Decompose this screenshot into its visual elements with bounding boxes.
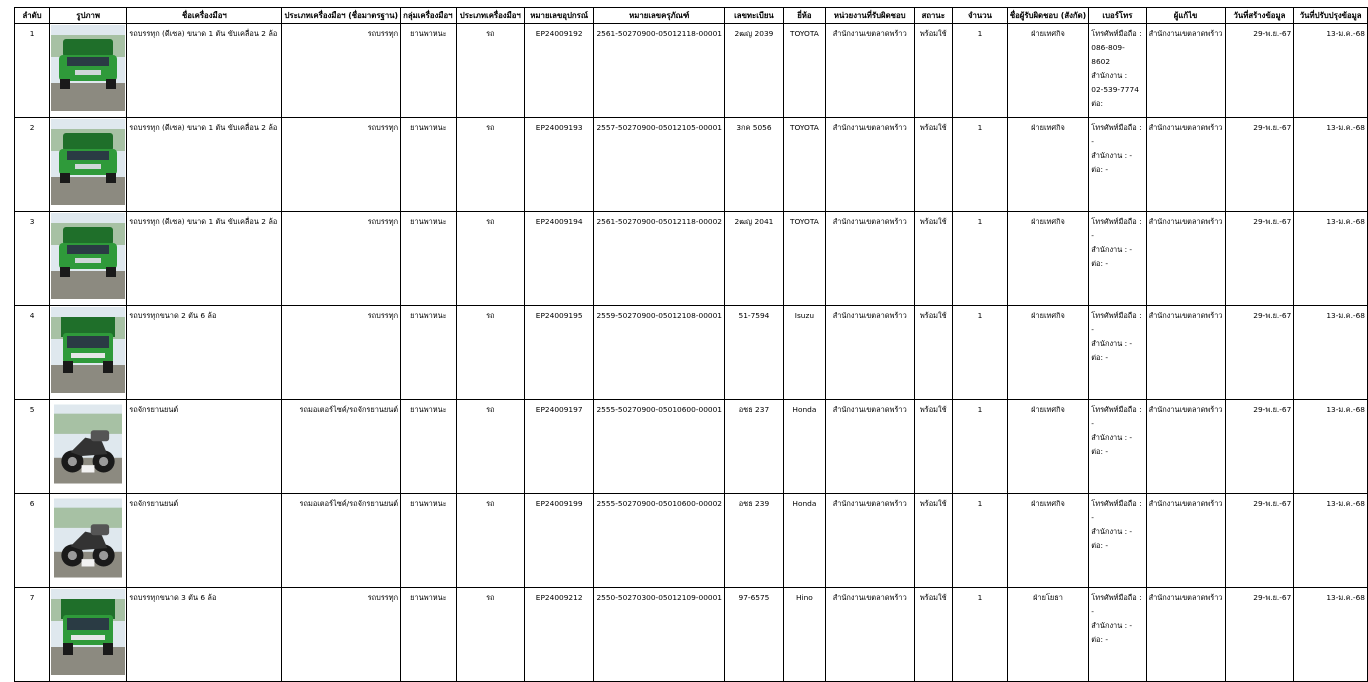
header-plate: เลขทะเบียน: [725, 8, 784, 24]
cell-plate: 3กค 5056: [725, 118, 784, 212]
cell-unit: สำนักงานเขตลาดพร้าว: [825, 494, 914, 588]
cell-equipment-no: EP24009193: [524, 118, 594, 212]
header-no: ลำดับ: [15, 8, 50, 24]
cell-phone: [1089, 400, 1146, 494]
phone-line: ต่อ: -: [1091, 541, 1108, 550]
green-pickup-truck-photo: [51, 25, 125, 111]
phone-line: ต่อ: -: [1091, 447, 1108, 456]
cell-std-type: รถบรรทุก: [282, 588, 401, 682]
cell-no: 7: [15, 588, 50, 682]
green-pickup-truck-photo: [51, 213, 125, 299]
cell-plate: อชธ 237: [725, 400, 784, 494]
cell-name: รถบรรทุก (ดีเซล) ขนาด 1 ตัน ขับเคลื่อน 2 ล้อ: [127, 24, 282, 118]
cell-photo: [50, 306, 127, 400]
phone-line: -: [1091, 231, 1094, 240]
cell-equipment-no: EP24009212: [524, 588, 594, 682]
cell-unit: สำนักงานเขตลาดพร้าว: [825, 212, 914, 306]
cell-editor: สำนักงานเขตลาดพร้าว: [1146, 118, 1225, 212]
cell-type: รถ: [456, 118, 524, 212]
cell-qty: 1: [953, 494, 1008, 588]
cell-asset-no: 2555-50270900-05010600-00001: [594, 400, 725, 494]
cell-created: 29-พ.ย.-67: [1225, 118, 1294, 212]
cell-editor: สำนักงานเขตลาดพร้าว: [1146, 400, 1225, 494]
phone-line: สำนักงาน : -: [1091, 527, 1133, 536]
cell-photo: [50, 494, 127, 588]
table-row: [15, 306, 1368, 400]
cell-plate: 97-6575: [725, 588, 784, 682]
cell-status: พร้อมใช้: [914, 494, 953, 588]
cell-group: ยานพาหนะ: [401, 400, 457, 494]
cell-editor: สำนักงานเขตลาดพร้าว: [1146, 494, 1225, 588]
motorcycle-photo: [54, 401, 122, 487]
green-pickup-truck-photo: [51, 119, 125, 205]
cell-editor: สำนักงานเขตลาดพร้าว: [1146, 306, 1225, 400]
cell-created: 29-พ.ย.-67: [1225, 588, 1294, 682]
phone-line: สำนักงาน : -: [1091, 433, 1133, 442]
cell-unit: สำนักงานเขตลาดพร้าว: [825, 306, 914, 400]
phone-line: ต่อ: -: [1091, 353, 1108, 362]
header-owner: ชื่อผู้รับผิดชอบ (สังกัด): [1007, 8, 1088, 24]
cell-name: รถบรรทุก (ดีเซล) ขนาด 1 ตัน ขับเคลื่อน 2 ล้อ: [127, 118, 282, 212]
cell-equipment-no: EP24009192: [524, 24, 594, 118]
phone-line: สำนักงาน : -: [1091, 151, 1133, 160]
cell-std-type: รถบรรทุก: [282, 118, 401, 212]
phone-line: โทรศัพท์มือถือ :: [1091, 593, 1142, 602]
cell-updated: 13-ม.ค.-68: [1294, 118, 1368, 212]
cell-status: พร้อมใช้: [914, 118, 953, 212]
phone-line: สำนักงาน : -: [1091, 621, 1133, 630]
cell-group: ยานพาหนะ: [401, 494, 457, 588]
phone-line: -: [1091, 607, 1094, 616]
header-created: วันที่สร้างข้อมูล: [1225, 8, 1294, 24]
cell-plate: 51-7594: [725, 306, 784, 400]
cell-created: 29-พ.ย.-67: [1225, 306, 1294, 400]
cell-no: 6: [15, 494, 50, 588]
cell-photo: [50, 24, 127, 118]
cell-name: รถบรรทุกขนาด 2 ตัน 6 ล้อ: [127, 306, 282, 400]
cell-asset-no: 2561-50270900-05012118-00002: [594, 212, 725, 306]
table-row: [15, 400, 1368, 494]
cell-created: 29-พ.ย.-67: [1225, 24, 1294, 118]
cell-updated: 13-ม.ค.-68: [1294, 212, 1368, 306]
cell-unit: สำนักงานเขตลาดพร้าว: [825, 400, 914, 494]
phone-line: โทรศัพท์มือถือ :: [1091, 499, 1142, 508]
header-equipment-no: หมายเลขอุปกรณ์: [524, 8, 594, 24]
phone-line: สำนักงาน :: [1091, 71, 1128, 80]
header-brand: ยี่ห้อ: [783, 8, 825, 24]
cell-updated: 13-ม.ค.-68: [1294, 306, 1368, 400]
header-group: กลุ่มเครื่องมือฯ: [401, 8, 457, 24]
phone-line: ต่อ: -: [1091, 165, 1108, 174]
cell-unit: สำนักงานเขตลาดพร้าว: [825, 118, 914, 212]
cell-brand: TOYOTA: [783, 24, 825, 118]
cell-photo: [50, 400, 127, 494]
phone-line: 02-539-7774: [1091, 85, 1139, 94]
cell-qty: 1: [953, 400, 1008, 494]
cell-phone: [1089, 24, 1146, 118]
header-std-type: ประเภทเครื่องมือฯ (ชื่อมาตรฐาน): [282, 8, 401, 24]
cell-owner: ฝ่ายเทศกิจ: [1007, 24, 1088, 118]
cell-created: 29-พ.ย.-67: [1225, 212, 1294, 306]
cell-phone: [1089, 306, 1146, 400]
phone-line: -: [1091, 325, 1094, 334]
cell-equipment-no: EP24009194: [524, 212, 594, 306]
cell-updated: 13-ม.ค.-68: [1294, 588, 1368, 682]
cell-qty: 1: [953, 118, 1008, 212]
cell-owner: ฝ่ายโยธา: [1007, 588, 1088, 682]
cell-group: ยานพาหนะ: [401, 306, 457, 400]
header-photo: รูปภาพ: [50, 8, 127, 24]
cell-no: 5: [15, 400, 50, 494]
cell-equipment-no: EP24009195: [524, 306, 594, 400]
phone-line: สำนักงาน : -: [1091, 339, 1133, 348]
cell-type: รถ: [456, 212, 524, 306]
equipment-table: [14, 7, 1368, 682]
cell-brand: Isuzu: [783, 306, 825, 400]
cell-updated: 13-ม.ค.-68: [1294, 400, 1368, 494]
cell-qty: 1: [953, 306, 1008, 400]
cell-unit: สำนักงานเขตลาดพร้าว: [825, 24, 914, 118]
phone-line: โทรศัพท์มือถือ :: [1091, 123, 1142, 132]
phone-line: ต่อ: -: [1091, 259, 1108, 268]
cell-no: 4: [15, 306, 50, 400]
cell-owner: ฝ่ายเทศกิจ: [1007, 400, 1088, 494]
cell-group: ยานพาหนะ: [401, 588, 457, 682]
cell-asset-no: 2555-50270900-05010600-00002: [594, 494, 725, 588]
table-row: [15, 24, 1368, 118]
cell-plate: 2ฒญ 2039: [725, 24, 784, 118]
cell-brand: Hino: [783, 588, 825, 682]
cell-plate: อชธ 239: [725, 494, 784, 588]
cell-editor: สำนักงานเขตลาดพร้าว: [1146, 588, 1225, 682]
cell-phone: [1089, 118, 1146, 212]
header-name: ชื่อเครื่องมือฯ: [127, 8, 282, 24]
cell-status: พร้อมใช้: [914, 588, 953, 682]
cell-owner: ฝ่ายเทศกิจ: [1007, 306, 1088, 400]
cell-brand: Honda: [783, 494, 825, 588]
cell-qty: 1: [953, 212, 1008, 306]
cell-type: รถ: [456, 588, 524, 682]
phone-line: โทรศัพท์มือถือ :: [1091, 217, 1142, 226]
cell-updated: 13-ม.ค.-68: [1294, 494, 1368, 588]
cell-no: 1: [15, 24, 50, 118]
cell-plate: 2ฒญ 2041: [725, 212, 784, 306]
cell-type: รถ: [456, 24, 524, 118]
cell-phone: [1089, 212, 1146, 306]
cell-status: พร้อมใช้: [914, 400, 953, 494]
phone-line: ต่อ:: [1091, 99, 1103, 108]
cell-qty: 1: [953, 24, 1008, 118]
cell-brand: TOYOTA: [783, 212, 825, 306]
header-type: ประเภทเครื่องมือฯ: [456, 8, 524, 24]
cell-owner: ฝ่ายเทศกิจ: [1007, 118, 1088, 212]
cell-std-type: รถมอเตอร์ไซค์/รถจักรยานยนต์: [282, 494, 401, 588]
cell-type: รถ: [456, 494, 524, 588]
cell-created: 29-พ.ย.-67: [1225, 400, 1294, 494]
cell-std-type: รถบรรทุก: [282, 24, 401, 118]
cell-asset-no: 2550-50270300-05012109-00001: [594, 588, 725, 682]
cell-status: พร้อมใช้: [914, 24, 953, 118]
cell-name: รถจักรยานยนต์: [127, 400, 282, 494]
cell-status: พร้อมใช้: [914, 306, 953, 400]
header-status: สถานะ: [914, 8, 953, 24]
phone-line: โทรศัพท์มือถือ :: [1091, 405, 1142, 414]
motorcycle-photo: [54, 495, 122, 581]
phone-line: สำนักงาน : -: [1091, 245, 1133, 254]
cell-name: รถบรรทุกขนาด 3 ตัน 6 ล้อ: [127, 588, 282, 682]
cell-photo: [50, 118, 127, 212]
phone-line: ต่อ: -: [1091, 635, 1108, 644]
phone-line: -: [1091, 513, 1094, 522]
cell-no: 3: [15, 212, 50, 306]
phone-line: 086-809-8602: [1091, 43, 1125, 66]
green-six-wheel-truck-photo: [51, 589, 125, 675]
cell-status: พร้อมใช้: [914, 212, 953, 306]
cell-brand: TOYOTA: [783, 118, 825, 212]
cell-name: รถจักรยานยนต์: [127, 494, 282, 588]
header-phone: เบอร์โทร: [1089, 8, 1146, 24]
header-updated: วันที่ปรับปรุงข้อมูล: [1294, 8, 1368, 24]
header-qty: จำนวน: [953, 8, 1008, 24]
cell-editor: สำนักงานเขตลาดพร้าว: [1146, 24, 1225, 118]
header-unit: หน่วยงานที่รับผิดชอบ: [825, 8, 914, 24]
header-row: [15, 8, 1368, 24]
table-row: [15, 118, 1368, 212]
cell-equipment-no: EP24009197: [524, 400, 594, 494]
cell-type: รถ: [456, 400, 524, 494]
phone-line: โทรศัพท์มือถือ :: [1091, 29, 1142, 38]
cell-asset-no: 2561-50270900-05012118-00001: [594, 24, 725, 118]
cell-owner: ฝ่ายเทศกิจ: [1007, 494, 1088, 588]
cell-phone: [1089, 494, 1146, 588]
cell-equipment-no: EP24009199: [524, 494, 594, 588]
cell-no: 2: [15, 118, 50, 212]
cell-editor: สำนักงานเขตลาดพร้าว: [1146, 212, 1225, 306]
phone-line: โทรศัพท์มือถือ :: [1091, 311, 1142, 320]
cell-unit: สำนักงานเขตลาดพร้าว: [825, 588, 914, 682]
phone-line: -: [1091, 137, 1094, 146]
header-editor: ผู้แก้ไข: [1146, 8, 1225, 24]
cell-photo: [50, 212, 127, 306]
cell-group: ยานพาหนะ: [401, 118, 457, 212]
green-six-wheel-truck-photo: [51, 307, 125, 393]
cell-name: รถบรรทุก (ดีเซล) ขนาด 1 ตัน ขับเคลื่อน 2 ล้อ: [127, 212, 282, 306]
phone-line: -: [1091, 419, 1094, 428]
cell-std-type: รถมอเตอร์ไซค์/รถจักรยานยนต์: [282, 400, 401, 494]
cell-type: รถ: [456, 306, 524, 400]
cell-asset-no: 2557-50270900-05012105-00001: [594, 118, 725, 212]
cell-updated: 13-ม.ค.-68: [1294, 24, 1368, 118]
cell-created: 29-พ.ย.-67: [1225, 494, 1294, 588]
table-row: [15, 494, 1368, 588]
cell-group: ยานพาหนะ: [401, 24, 457, 118]
cell-std-type: รถบรรทุก: [282, 306, 401, 400]
cell-qty: 1: [953, 588, 1008, 682]
cell-group: ยานพาหนะ: [401, 212, 457, 306]
cell-brand: Honda: [783, 400, 825, 494]
cell-asset-no: 2559-50270900-05012108-00001: [594, 306, 725, 400]
cell-std-type: รถบรรทุก: [282, 212, 401, 306]
cell-owner: ฝ่ายเทศกิจ: [1007, 212, 1088, 306]
table-row: [15, 212, 1368, 306]
header-asset-no: หมายเลขครุภัณฑ์: [594, 8, 725, 24]
